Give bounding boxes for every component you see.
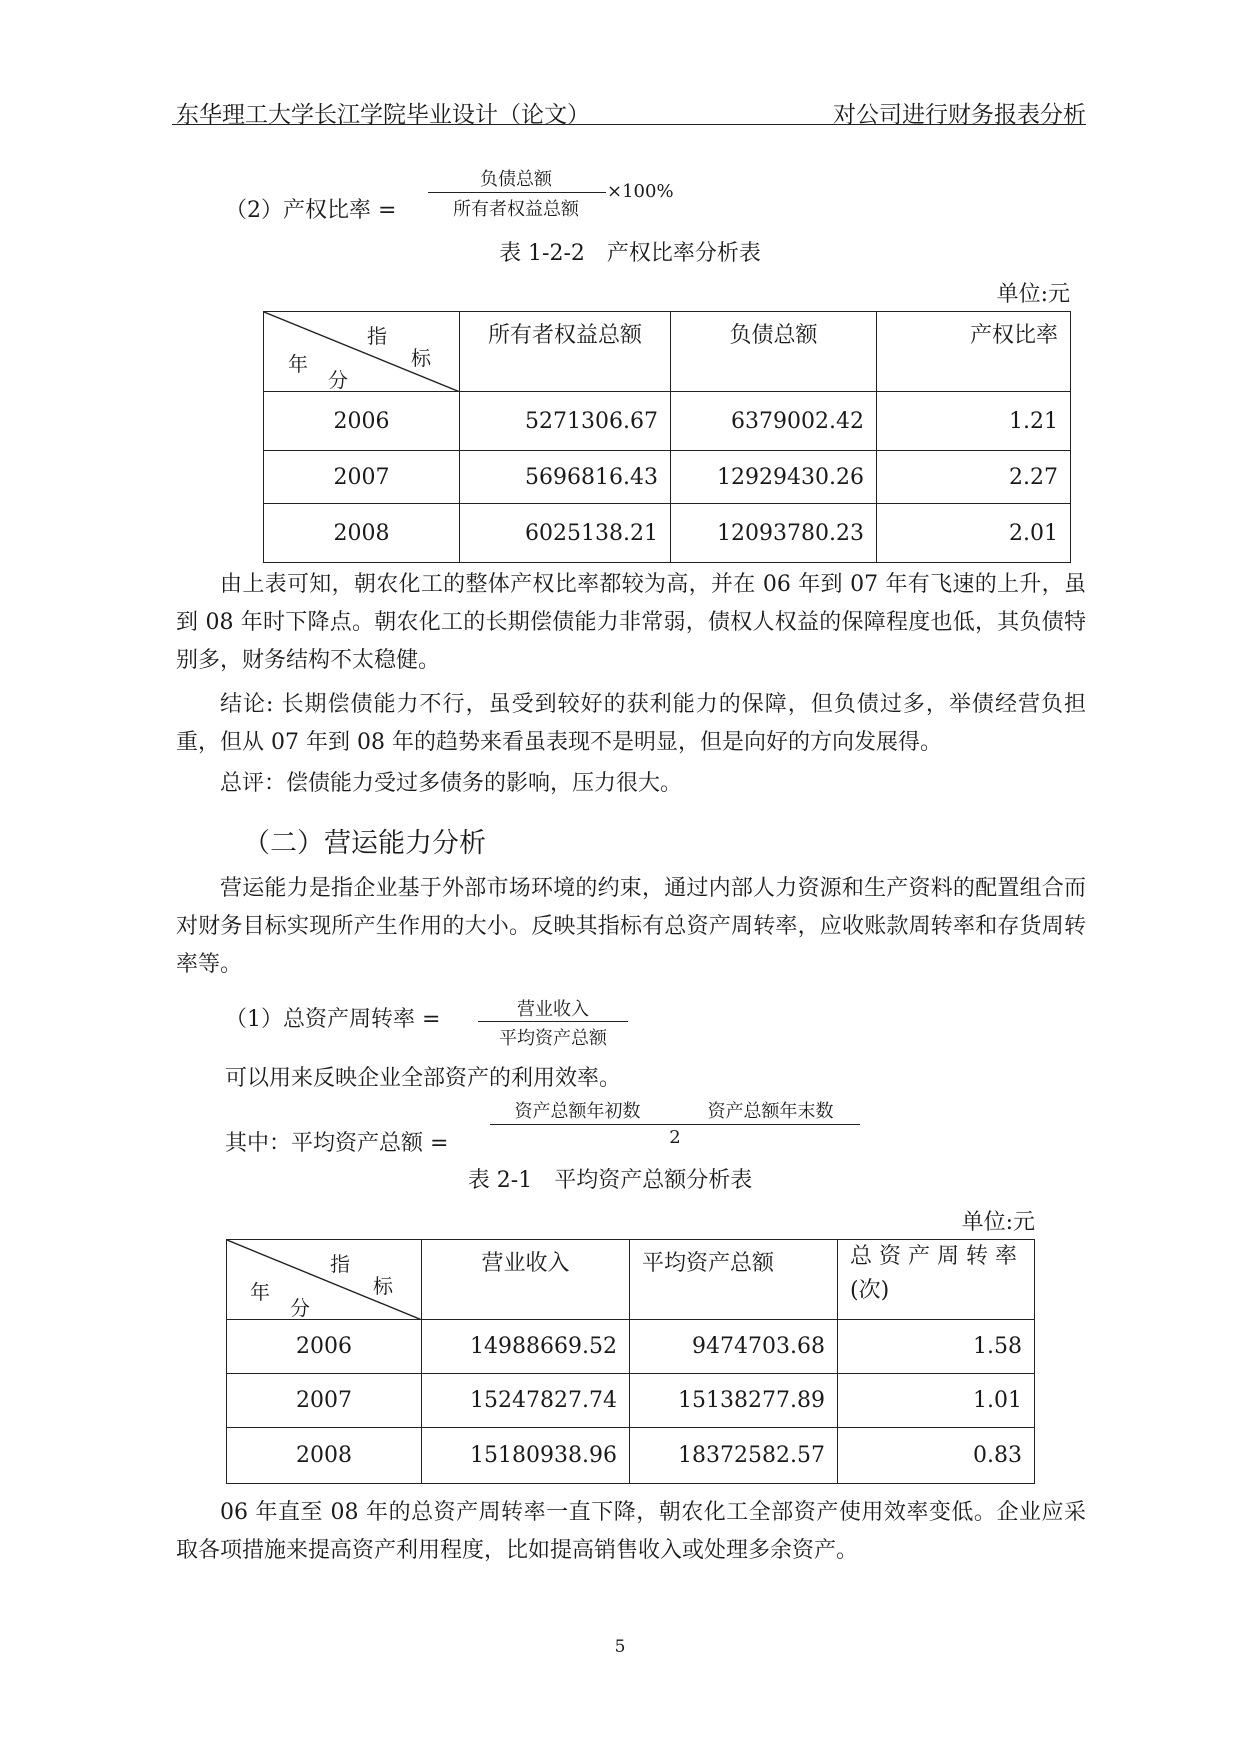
formula-turnover-bar — [478, 1021, 628, 1022]
year-cell: 2008 — [264, 504, 460, 563]
turnover-conclusion-paragraph: 06 年直至 08 年的总资产周转率一直下降，朝农化工全部资产使用效率变低。企业应采取各项措施来提高资产利用程度，比如提高销售收入或处理多余资产。 — [176, 1500, 1086, 1563]
value-cell: 15247827.74 — [422, 1374, 630, 1428]
column-header-line1: 总 资 产 周 转 率 — [850, 1244, 1017, 1269]
analysis-paragraph: 由上表可知，朝农化工的整体产权比率都较为高，并在 06 年到 07 年有飞速的上升，虽到 08 年时下降点。朝农化工的长期偿债能力非常弱，债权人权益的保障程度也低，其负债特别多，财务结构不太稳健。 — [176, 572, 1086, 673]
operating-capacity-paragraph: 营运能力是指企业基于外部市场环境的约束，通过内部人力资源和生产资料的配置组合而对财务目标实现所产生作用的大小。反映其指标有总资产周转率，应收账款周转率和存货周转率等。 — [176, 876, 1086, 977]
corner-label-bottom: 分 — [290, 1296, 310, 1320]
formula-average-assets-numerator-b: 资产总额年末数 — [707, 1101, 834, 1122]
formula-turnover-numerator: 营业收入 — [517, 999, 589, 1020]
value-cell: 5271306.67 — [460, 392, 671, 451]
table-header-row — [264, 312, 1071, 392]
year-cell: 2006 — [227, 1320, 422, 1374]
column-header: 负债总额 — [671, 312, 877, 392]
table-row — [227, 1428, 1035, 1484]
value-cell: 18372582.57 — [630, 1428, 838, 1484]
value-cell: 9474703.68 — [630, 1320, 838, 1374]
column-header: 营业收入 — [422, 1240, 630, 1320]
table-corner-cell — [264, 312, 460, 392]
header-rule — [172, 124, 1086, 125]
corner-label-left: 年 — [250, 1280, 270, 1304]
year-cell: 2007 — [227, 1374, 422, 1428]
value-cell: 12093780.23 — [671, 504, 877, 563]
page-number: 5 — [614, 1637, 626, 1657]
formula-average-assets-denominator: 2 — [669, 1127, 681, 1148]
average-assets-table — [226, 1239, 1035, 1484]
formula-average-assets-numerator-a: 资产总额年初数 — [514, 1101, 641, 1122]
corner-label-right: 标 — [411, 346, 431, 370]
formula-average-assets-bar — [490, 1124, 860, 1125]
table-row — [264, 392, 1071, 451]
column-header-line2: (次) — [850, 1278, 890, 1303]
summary-paragraph: 总评：偿债能力受过多债务的影响，压力很大。 — [220, 771, 683, 796]
conclusion-paragraph: 结论: 长期偿债能力不行，虽受到较好的获利能力的保障，但负债过多，举债经营负担重，但从 07 年到 08 年的趋势来看虽表现不是明显，但是向好的方向发展得。 — [176, 692, 1086, 755]
table-row — [264, 504, 1071, 563]
year-cell: 2007 — [264, 451, 460, 504]
value-cell: 12929430.26 — [671, 451, 877, 504]
value-cell: 1.58 — [838, 1320, 1035, 1374]
header-right: 对公司进行财务报表分析 — [833, 102, 1086, 128]
formula-equity-ratio-suffix: ×100% — [607, 181, 674, 202]
corner-label-top: 指 — [330, 1252, 350, 1276]
column-header: 所有者权益总额 — [460, 312, 671, 392]
value-cell: 15180938.96 — [422, 1428, 630, 1484]
table-row — [227, 1320, 1035, 1374]
year-cell: 2006 — [264, 392, 460, 451]
value-cell: 1.01 — [838, 1374, 1035, 1428]
year-cell: 2008 — [227, 1428, 422, 1484]
section-heading: （二）营运能力分析 — [243, 828, 486, 859]
corner-label-bottom: 分 — [328, 368, 348, 392]
formula-equity-ratio-numerator: 负债总额 — [480, 169, 552, 190]
corner-label-right: 标 — [373, 1274, 393, 1298]
table-corner-cell — [227, 1240, 422, 1320]
equity-ratio-table — [263, 311, 1071, 563]
value-cell: 0.83 — [838, 1428, 1035, 1484]
formula-turnover-label: （1）总资产周转率 = — [225, 1007, 441, 1032]
column-header — [838, 1240, 1035, 1320]
formula-equity-ratio-denominator: 所有者权益总额 — [453, 199, 579, 220]
column-header: 产权比率 — [877, 312, 1071, 392]
table2-unit: 单位:元 — [961, 1210, 1035, 1235]
usage-sentence: 可以用来反映企业全部资产的利用效率。 — [225, 1066, 622, 1091]
table-header-row — [227, 1240, 1035, 1320]
value-cell: 14988669.52 — [422, 1320, 630, 1374]
formula-average-assets-label: 其中：平均资产总额 = — [225, 1131, 449, 1156]
value-cell: 5696816.43 — [460, 451, 671, 504]
formula-equity-ratio-bar — [428, 192, 606, 193]
corner-label-left: 年 — [288, 352, 308, 376]
value-cell: 1.21 — [877, 392, 1071, 451]
column-header: 平均资产总额 — [630, 1240, 838, 1320]
table2-caption: 表 2-1 平均资产总额分析表 — [467, 1168, 753, 1193]
header-left: 东华理工大学长江学院毕业设计（论文） — [176, 102, 590, 128]
formula-turnover-denominator: 平均资产总额 — [499, 1028, 607, 1049]
value-cell: 6379002.42 — [671, 392, 877, 451]
table-row — [264, 451, 1071, 504]
table1-unit: 单位:元 — [996, 282, 1070, 307]
value-cell: 15138277.89 — [630, 1374, 838, 1428]
table-row — [227, 1374, 1035, 1428]
value-cell: 2.27 — [877, 451, 1071, 504]
value-cell: 6025138.21 — [460, 504, 671, 563]
corner-label-top: 指 — [367, 324, 387, 348]
table1-caption: 表 1-2-2 产权比率分析表 — [499, 241, 761, 266]
value-cell: 2.01 — [877, 504, 1071, 563]
formula-equity-ratio-label: （2）产权比率 = — [225, 198, 397, 223]
